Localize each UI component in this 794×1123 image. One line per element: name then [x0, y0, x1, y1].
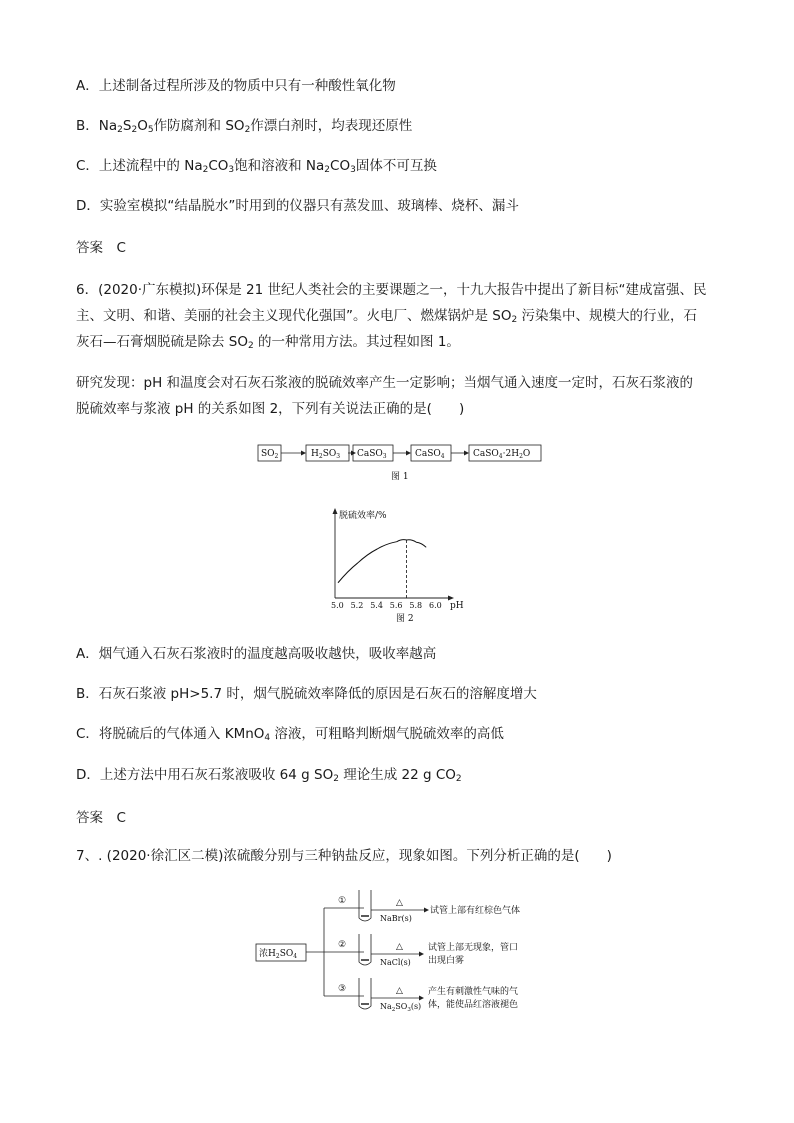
chart-axes: [335, 511, 450, 598]
heat-symbol: △: [396, 898, 403, 908]
q6-option-b: B．石灰石浆液 pH>5.7 时，烟气脱硫效率降低的原因是石灰石的溶解度增大: [76, 686, 537, 702]
branch-1-salt: NaBr(s): [380, 914, 412, 923]
q6-stem-line1: 6．(2020·广东模拟)环保是 21 世纪人类社会的主要课题之一，十九大报告中提出了新目标“建成富强、民: [76, 282, 707, 298]
q6-option-c: C．将脱硫后的气体通入 KMnO$_4$ 溶液，可粗略判断烟气脱硫效率的高低: [76, 726, 504, 743]
q6-stem-line5: 脱硫效率与浆液 pH 的关系如图 2，下列有关说法正确的是( ): [76, 401, 465, 417]
branch-1-observation: 试管上部有红棕色气体: [430, 906, 521, 916]
branch-2-salt: NaCl(s): [380, 958, 411, 967]
figure-1-flow: [255, 440, 545, 484]
q5-option-a: A．上述制备过程所涉及的物质中只有一种酸性氧化物: [76, 78, 396, 94]
q6-answer: 答案 C: [76, 810, 126, 826]
x-tick-label: 5.8: [409, 601, 423, 610]
q5-option-b: B．$Na_2S_2O_5$作防腐剂和 $SO_2$作漂白剂时，均表现还原性: [76, 118, 413, 135]
figure-2-caption: 图 2: [396, 614, 414, 624]
x-tick-label: 5.6: [389, 601, 403, 610]
branch-1: [324, 890, 520, 923]
x-axis-label: pH: [450, 601, 464, 611]
branch-3-salt: $Na_2SO_3(s)$: [380, 1002, 422, 1013]
branch-2-observation-line1: 试管上部无现象，管口: [428, 943, 519, 953]
heat-symbol: △: [396, 986, 403, 996]
x-axis-arrow: [448, 596, 454, 601]
y-axis-label: 脱硫效率/%: [339, 511, 387, 521]
flow-box-caso3-label: CaSO$_3$: [357, 449, 387, 460]
q7-diagram: [250, 888, 560, 1028]
flow-box-so2-label: $SO_2$: [261, 449, 279, 460]
q6-stem-line2: 主、文明、和谐、美丽的社会主义现代化强国”。火电厂、燃煤锅炉是 $SO_2$ 污染集中、规模大的行业，石: [76, 308, 698, 325]
flow-box-gypsum-label: $CaSO_4\cdot 2H_2O$: [473, 449, 531, 460]
x-tick-label: 5.0: [331, 601, 344, 610]
y-axis-arrow: [333, 508, 338, 514]
x-tick-label: 6.0: [429, 601, 442, 610]
q6-option-a: A．烟气通入石灰石浆液时的温度越高吸收越快，吸收率越高: [76, 646, 437, 662]
q6-stem-line4: 研究发现：pH 和温度会对石灰石浆液的脱硫效率产生一定影响；当烟气通入速度一定时，石灰石浆液的: [76, 375, 694, 391]
branch-3-observation-line1: 产生有刺激性气味的气: [428, 987, 519, 997]
branch-2: [324, 934, 518, 967]
q5-option-c: C．上述流程中的 $Na_2CO_3$饱和溶液和 $Na_2CO_3$固体不可互换: [76, 158, 437, 175]
q6-option-d: D．上述方法中用石灰石浆液吸收 64 g $SO_2$ 理论生成 22 g $CO_2$: [76, 767, 462, 784]
branch-3-number: ③: [338, 984, 347, 994]
q5-option-d: D．实验室模拟“结晶脱水”时用到的仪器只有蒸发皿、玻璃棒、烧杯、漏斗: [76, 198, 519, 214]
reagent-label: 浓$H_2SO_4$: [259, 949, 298, 960]
figure-1-caption: 图 1: [391, 472, 409, 482]
branch-2-number: ②: [338, 940, 347, 950]
branch-1-number: ①: [338, 896, 347, 906]
flow-box-caso4-label: CaSO$_4$: [415, 449, 445, 460]
q7-stem: 7、. (2020·徐汇区二模)浓硫酸分别与三种钠盐反应，现象如图。下列分析正确的是( ): [76, 848, 612, 864]
x-tick-label: 5.2: [350, 601, 364, 610]
heat-symbol: △: [396, 942, 403, 952]
q5-answer: 答案 C: [76, 240, 126, 256]
q6-stem-line3: 灰石—石膏烟脱硫是除去 $SO_2$ 的一种常用方法。其过程如图 1。: [76, 334, 460, 351]
figure-2-chart: [320, 505, 480, 625]
x-tick-label: 5.4: [370, 601, 383, 610]
efficiency-curve: [338, 540, 426, 583]
branch-3-observation-line2: 体，能使品红溶液褪色: [428, 1000, 519, 1010]
flow-box-h2so3-label: $H_2SO_3$: [311, 449, 341, 460]
branch-2-observation-line2: 出现白雾: [428, 956, 465, 966]
branch-3: [324, 978, 518, 1013]
